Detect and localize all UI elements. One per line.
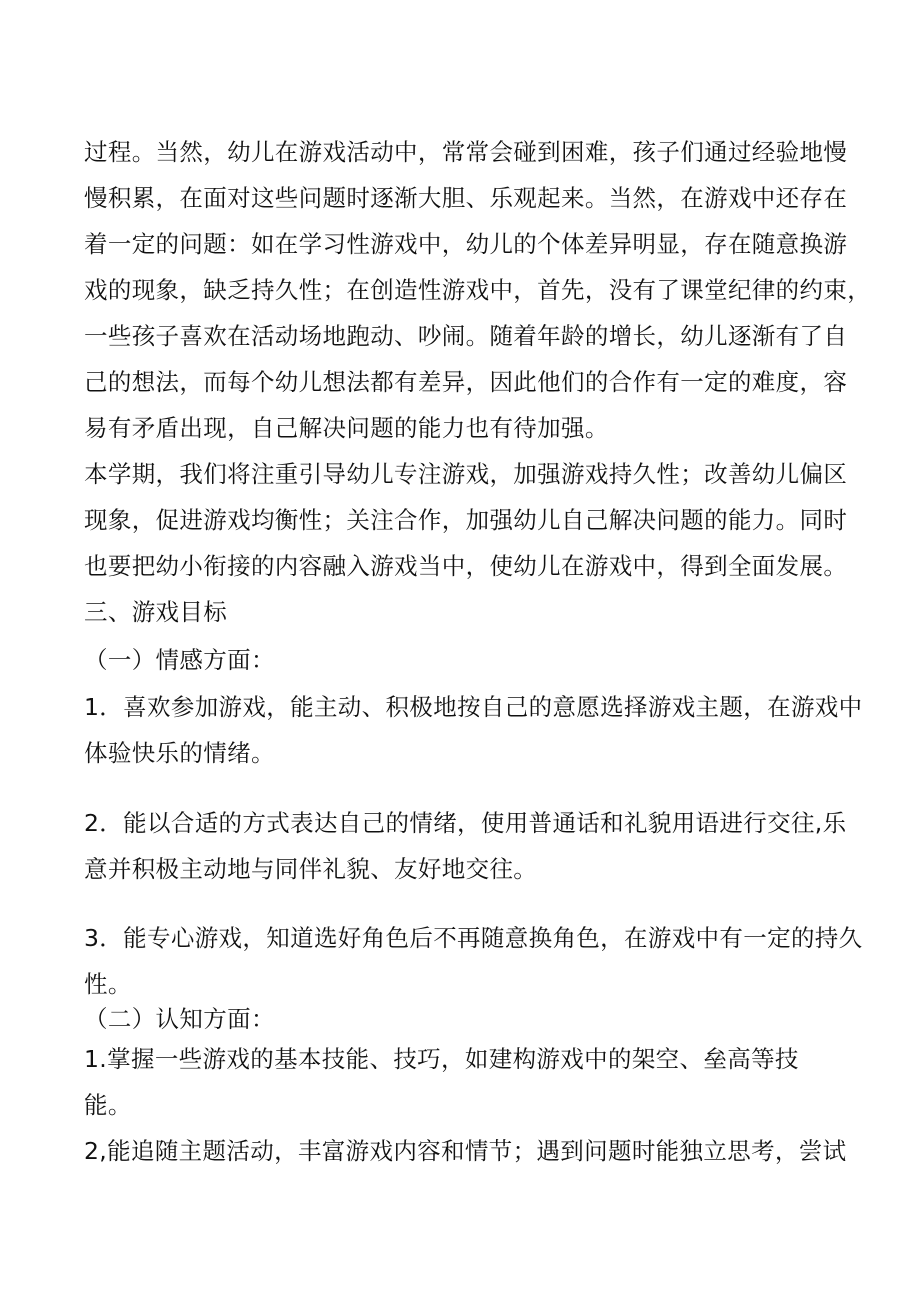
list-item-line: 1.掌握一些游戏的基本技能、技巧，如建构游戏中的架空、垒高等技 [84, 1045, 799, 1073]
list-item-line: 3．能专心游戏，知道选好角色后不再随意换角色，在游戏中有一定的持久 [84, 924, 863, 952]
list-item-line: 意并积极主动地与同伴礼貌、友好地交往。 [84, 855, 538, 883]
paragraph-line: 过程。当然，幼儿在游戏活动中，常常会碰到困难，孩子们通过经验地慢 [84, 138, 848, 166]
paragraph-line: 易有矛盾出现，自己解决问题的能力也有待加强。 [84, 414, 609, 442]
paragraph-line: 己的想法，而每个幼儿想法都有差异，因此他们的合作有一定的难度，容 [84, 368, 848, 396]
paragraph-line: 也要把幼小衔接的内容融入游戏当中，使幼儿在游戏中，得到全面发展。 [84, 552, 848, 580]
list-item-line: 2．能以合适的方式表达自己的情绪，使用普通话和礼貌用语进行交往,乐 [84, 809, 847, 837]
list-item-line: 性。 [84, 970, 132, 998]
list-item-line: 体验快乐的情绪。 [84, 739, 275, 767]
paragraph-line: 一些孩子喜欢在活动场地跑动、吵闹。随着年龄的增长，幼儿逐渐有了自 [84, 322, 848, 350]
list-item-line: 1．喜欢参加游戏，能主动、积极地按自己的意愿选择游戏主题，在游戏中 [84, 693, 863, 721]
section-heading: 三、游戏目标 [84, 598, 228, 626]
paragraph-line: 本学期，我们将注重引导幼儿专注游戏，加强游戏持久性；改善幼儿偏区 [84, 460, 848, 488]
list-item-line: 2,能追随主题活动，丰富游戏内容和情节；遇到问题时能独立思考，尝试 [84, 1137, 847, 1165]
list-item-line: 能。 [84, 1091, 132, 1119]
subsection-heading: （二）认知方面： [84, 1005, 275, 1033]
paragraph-line: 戏的现象，缺乏持久性；在创造性游戏中，首先，没有了课堂纪律的约束， [84, 276, 872, 304]
subsection-heading: （一）情感方面： [84, 646, 275, 674]
paragraph-line: 慢积累，在面对这些问题时逐渐大胆、乐观起来。当然，在游戏中还存在 [84, 184, 848, 212]
paragraph-line: 着一定的问题：如在学习性游戏中，幼儿的个体差异明显，存在随意换游 [84, 230, 848, 258]
paragraph-line: 现象，促进游戏均衡性；关注合作，加强幼儿自己解决问题的能力。同时 [84, 506, 848, 534]
